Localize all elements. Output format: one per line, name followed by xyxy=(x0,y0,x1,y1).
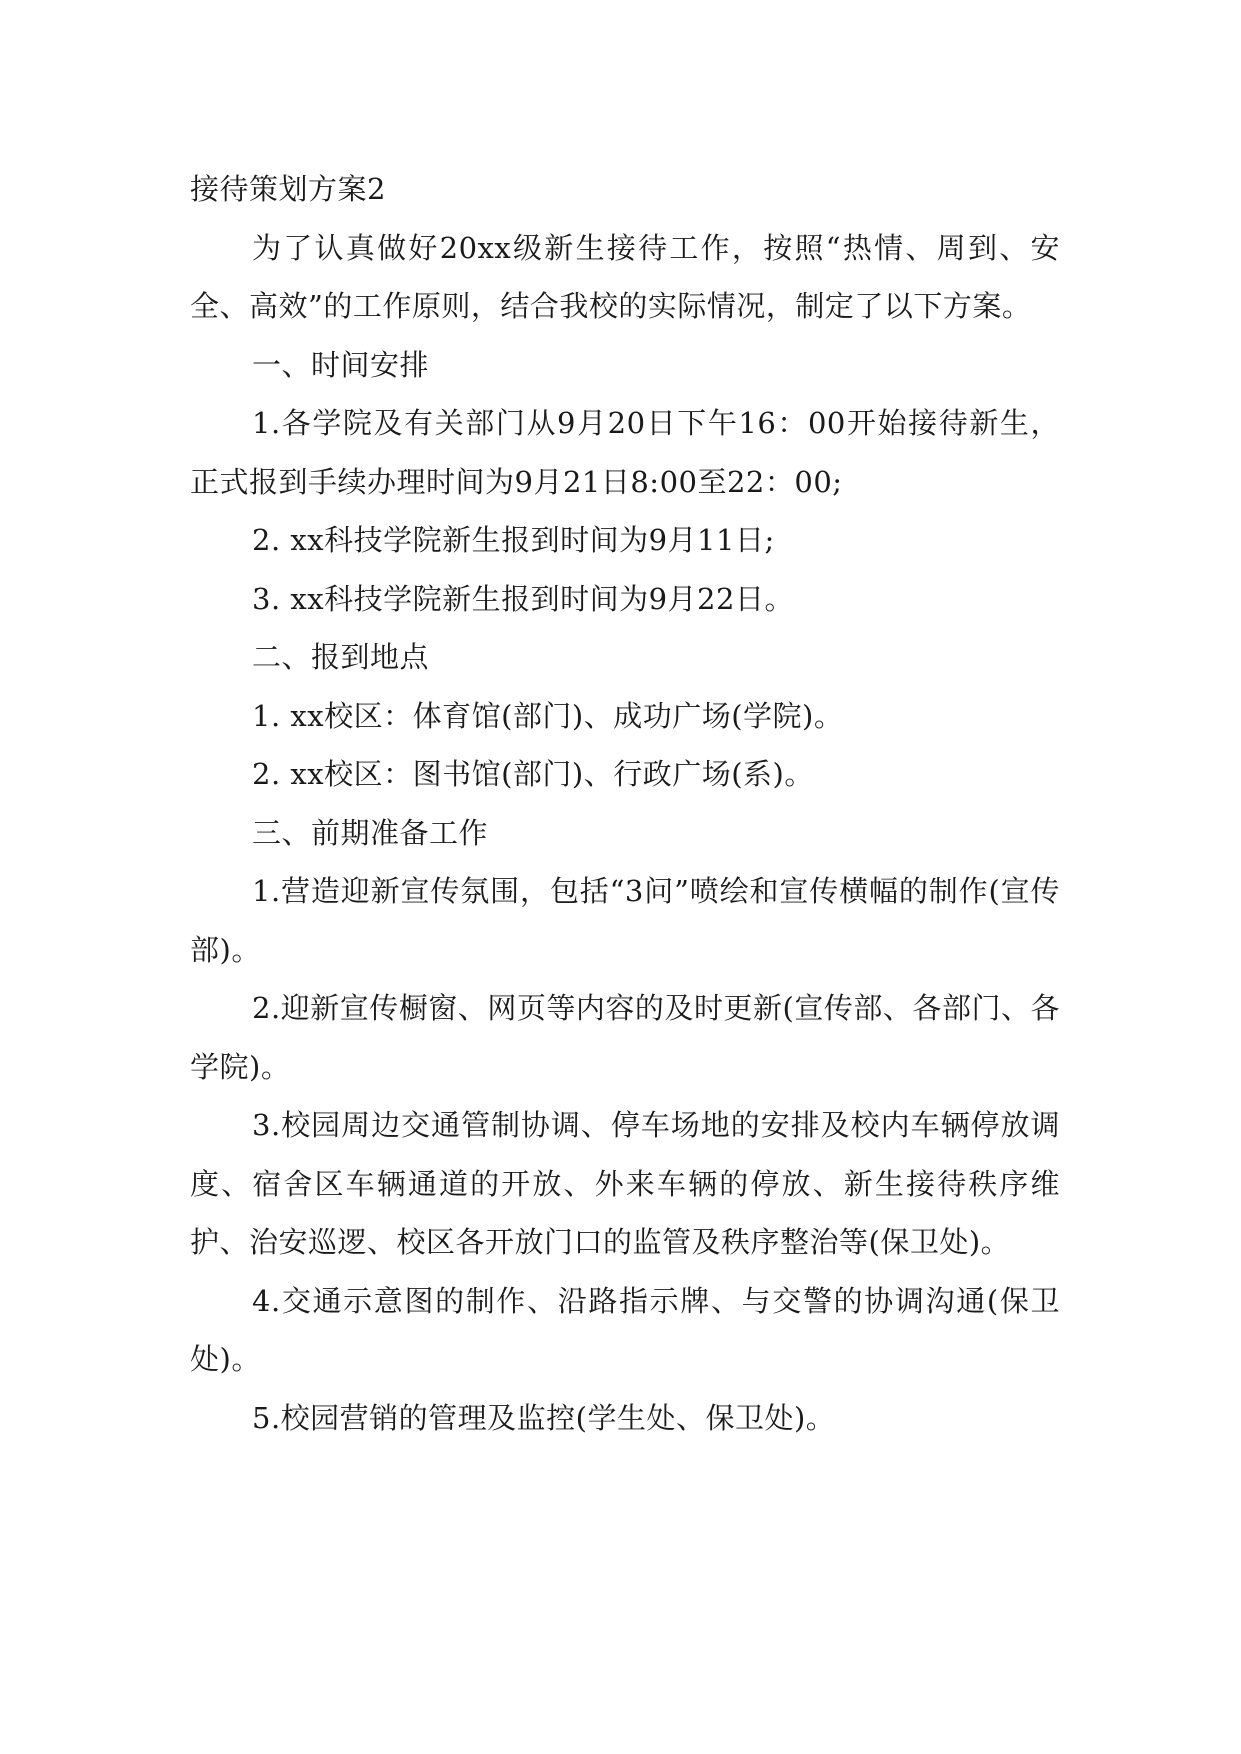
section-heading-time: 一、时间安排 xyxy=(252,347,430,382)
preparation-item-3: 3.校园周边交通管制协调、停车场地的安排及校内车辆停放调度、宿舍区车辆通道的开放、外来车辆的停放、新生接待秩序维护、治安巡逻、校区各开放门口的监管及秩序整治等(保卫处)。 xyxy=(190,1108,1060,1259)
preparation-item-5: 5.校园营销的管理及监控(学生处、保卫处)。 xyxy=(252,1400,836,1435)
intro-paragraph: 为了认真做好20xx级新生接待工作，按照“热情、周到、安全、高效”的工作原则，结合我校的实际情况，制定了以下方案。 xyxy=(190,230,1060,323)
document-title: 接待策划方案2 xyxy=(190,172,386,206)
time-item-3: 3. xx科技学院新生报到时间为9月22日。 xyxy=(252,581,794,616)
section-heading-location: 二、报到地点 xyxy=(252,640,430,674)
preparation-item-1: 1.营造迎新宣传氛围，包括“3问”喷绘和宣传横幅的制作(宣传部)。 xyxy=(190,874,1060,967)
location-item-2: 2. xx校区：图书馆(部门)、行政广场(系)。 xyxy=(252,757,814,791)
preparation-item-2: 2.迎新宣传橱窗、网页等内容的及时更新(宣传部、各部门、各学院)。 xyxy=(190,991,1060,1084)
preparation-item-4: 4.交通示意图的制作、沿路指示牌、与交警的协调沟通(保卫处)。 xyxy=(190,1283,1060,1376)
location-item-1: 1. xx校区：体育馆(部门)、成功广场(学院)。 xyxy=(252,698,844,733)
time-item-2: 2. xx科技学院新生报到时间为9月11日; xyxy=(252,523,775,557)
time-item-1: 1.各学院及有关部门从9月20日下午16：00开始接待新生，正式报到手续办理时间为9月21日8:00至22：00; xyxy=(190,406,1060,499)
document-body xyxy=(190,160,1060,1447)
section-heading-preparation: 三、前期准备工作 xyxy=(252,815,489,850)
